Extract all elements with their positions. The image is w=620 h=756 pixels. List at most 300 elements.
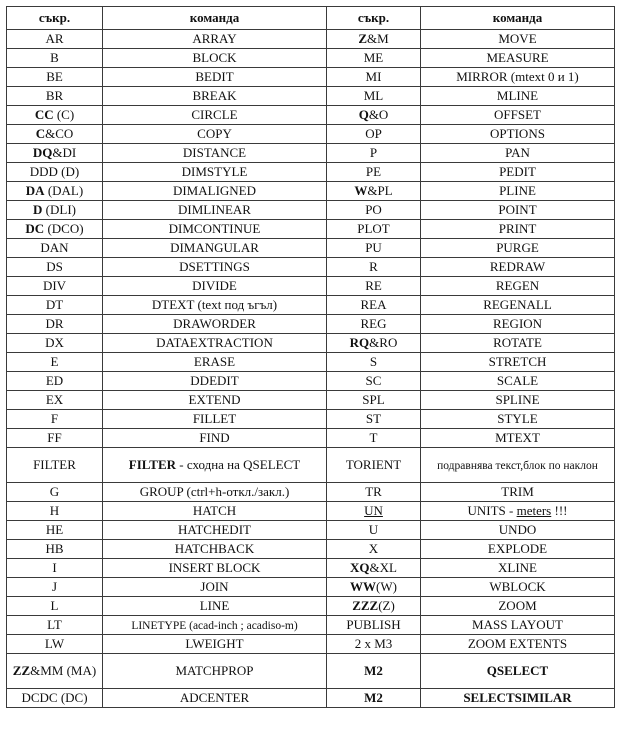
cell-text: (DLI) <box>42 202 76 217</box>
abbrev-left-cell <box>7 429 103 448</box>
abbrev-left-cell <box>7 635 103 654</box>
cell-text: WW <box>350 579 377 594</box>
command-right-cell <box>421 410 615 429</box>
command-left-cell <box>103 277 327 296</box>
cell-text: MTEXT <box>495 430 540 445</box>
cell-text: INSERT BLOCK <box>168 560 261 575</box>
cell-text: STRETCH <box>488 354 547 369</box>
command-right-cell <box>421 578 615 597</box>
table-row <box>7 144 615 163</box>
header-abbrev-right: съкр. <box>327 7 421 30</box>
command-left-cell <box>103 87 327 106</box>
cell-text: DIV <box>42 278 67 293</box>
cell-text: REDRAW <box>489 259 546 274</box>
cell-text: MOVE <box>498 31 537 46</box>
cell-text: SC <box>365 373 382 388</box>
cell-text: RQ <box>349 335 370 350</box>
command-left-cell <box>103 448 327 483</box>
cell-text: ARRAY <box>192 31 237 46</box>
command-right-cell <box>421 391 615 410</box>
cell-text: !!! <box>551 503 568 518</box>
command-left-cell <box>103 315 327 334</box>
cell-text: DCDC (DC) <box>21 690 88 705</box>
command-right-cell <box>421 125 615 144</box>
cell-text: HATCHEDIT <box>178 522 251 537</box>
cell-text: ERASE <box>193 354 236 369</box>
abbrev-right-cell <box>327 578 421 597</box>
cell-text: REG <box>360 316 387 331</box>
command-left-cell <box>103 372 327 391</box>
table-row <box>7 353 615 372</box>
cell-text: J <box>51 579 58 594</box>
abbrev-right-cell <box>327 125 421 144</box>
abbrev-right-cell <box>327 521 421 540</box>
cell-text: ZZ <box>12 663 31 678</box>
command-right-cell <box>421 483 615 502</box>
cell-text: DIMALIGNED <box>172 183 257 198</box>
cell-text: CC <box>34 107 54 122</box>
command-right-cell <box>421 106 615 125</box>
cell-text: PEDIT <box>499 164 536 179</box>
cell-text: HE <box>45 522 64 537</box>
abbrev-right-cell <box>327 239 421 258</box>
cell-text: HATCHBACK <box>174 541 255 556</box>
command-table <box>6 6 615 708</box>
command-right-cell <box>421 220 615 239</box>
cell-text: DISTANCE <box>182 145 247 160</box>
cell-text: DIVIDE <box>192 278 237 293</box>
abbrev-right-cell <box>327 49 421 68</box>
abbrev-right-cell <box>327 654 421 689</box>
abbrev-right-cell <box>327 689 421 708</box>
cell-text: DIMCONTINUE <box>168 221 261 236</box>
cell-text: LWEIGHT <box>185 636 244 651</box>
table-row <box>7 616 615 635</box>
abbrev-right-cell <box>327 315 421 334</box>
cell-text: LINE <box>199 598 230 613</box>
cell-text: DT <box>45 297 64 312</box>
cell-text: RE <box>365 278 382 293</box>
abbrev-left-cell <box>7 483 103 502</box>
abbrev-right-cell <box>327 616 421 635</box>
abbrev-right-cell <box>327 68 421 87</box>
cell-text: FILLET <box>192 411 237 426</box>
command-right-cell <box>421 30 615 49</box>
command-right-cell <box>421 654 615 689</box>
abbrev-left-cell <box>7 559 103 578</box>
abbrev-left-cell <box>7 597 103 616</box>
cell-text: LINETYPE (acad-inch ; acadiso-m) <box>131 619 298 632</box>
abbrev-right-cell <box>327 483 421 502</box>
cell-text: DX <box>45 335 64 350</box>
abbrev-left-cell <box>7 616 103 635</box>
abbrev-right-cell <box>327 163 421 182</box>
cell-text: DAN <box>40 240 69 255</box>
cell-text: PE <box>365 164 382 179</box>
abbrev-left-cell <box>7 689 103 708</box>
cell-text: (C) <box>53 107 75 122</box>
cell-text: SPL <box>362 392 385 407</box>
command-left-cell <box>103 654 327 689</box>
abbrev-left-cell <box>7 144 103 163</box>
cell-text: DR <box>45 316 64 331</box>
cell-text: L <box>50 598 59 613</box>
cell-text: UNDO <box>498 522 537 537</box>
cell-text: SELECTSIMILAR <box>463 690 572 705</box>
command-right-cell <box>421 315 615 334</box>
command-right-cell <box>421 258 615 277</box>
command-right-cell <box>421 87 615 106</box>
cell-text: M2 <box>364 663 383 678</box>
table-row <box>7 30 615 49</box>
cell-text: ROTATE <box>493 335 542 350</box>
cell-text: AR <box>45 31 64 46</box>
abbrev-right-cell <box>327 277 421 296</box>
command-right-cell <box>421 182 615 201</box>
command-left-cell <box>103 68 327 87</box>
cell-text: DIMSTYLE <box>181 164 248 179</box>
command-left-cell <box>103 163 327 182</box>
cell-text: GROUP (ctrl+h-откл./закл.) <box>139 484 290 499</box>
cell-text: PRINT <box>498 221 537 236</box>
command-right-cell <box>421 448 615 483</box>
cell-text: F <box>50 411 59 426</box>
command-right-cell <box>421 540 615 559</box>
abbrev-right-cell <box>327 87 421 106</box>
table-row <box>7 258 615 277</box>
abbrev-right-cell <box>327 448 421 483</box>
cell-text: BEDIT <box>195 69 234 84</box>
command-left-cell <box>103 258 327 277</box>
cell-text: FF <box>47 430 62 445</box>
table-row <box>7 578 615 597</box>
cell-text: (DAL) <box>44 183 84 198</box>
abbrev-right-cell <box>327 502 421 521</box>
command-left-cell <box>103 182 327 201</box>
abbrev-left-cell <box>7 87 103 106</box>
abbrev-left-cell <box>7 296 103 315</box>
cell-text: B <box>50 50 59 65</box>
table-row <box>7 49 615 68</box>
cell-text: ADCENTER <box>179 690 250 705</box>
abbrev-left-cell <box>7 654 103 689</box>
cell-text: JOIN <box>200 579 229 594</box>
cell-text: FILTER <box>33 457 76 472</box>
cell-text: (W) <box>376 579 397 594</box>
cell-text: TORIENT <box>345 457 402 472</box>
abbrev-right-cell <box>327 144 421 163</box>
cell-text: BE <box>46 69 63 84</box>
cell-text: DIMANGULAR <box>170 240 259 255</box>
command-left-cell <box>103 144 327 163</box>
abbrev-right-cell <box>327 258 421 277</box>
abbrev-right-cell <box>327 372 421 391</box>
cell-text: &CO <box>45 126 74 141</box>
cell-text: W <box>354 183 368 198</box>
cell-text: FIND <box>199 430 230 445</box>
command-left-cell <box>103 296 327 315</box>
cell-text: BR <box>45 88 64 103</box>
cell-text: &RO <box>369 335 398 350</box>
command-left-cell <box>103 353 327 372</box>
cell-text: (Z) <box>378 598 395 613</box>
cell-text: &O <box>368 107 389 122</box>
cell-text: Q <box>358 107 369 122</box>
abbrev-right-cell <box>327 597 421 616</box>
command-left-cell <box>103 391 327 410</box>
cell-text: X <box>368 541 379 556</box>
abbrev-left-cell <box>7 182 103 201</box>
command-right-cell <box>421 49 615 68</box>
cell-text: MI <box>365 69 382 84</box>
cell-text: PU <box>365 240 382 255</box>
cell-text: meters <box>516 503 552 518</box>
cell-text: DIMLINEAR <box>178 202 251 217</box>
cell-text: H <box>49 503 60 518</box>
cell-text: S <box>369 354 378 369</box>
abbrev-left-cell <box>7 258 103 277</box>
cell-text: - сходна на QSELECT <box>176 457 301 472</box>
command-right-cell <box>421 372 615 391</box>
abbrev-left-cell <box>7 163 103 182</box>
cell-text: MIRROR (mtext 0 и 1) <box>456 69 579 84</box>
command-right-cell <box>421 296 615 315</box>
cell-text: ME <box>363 50 384 65</box>
command-right-cell <box>421 239 615 258</box>
abbrev-right-cell <box>327 30 421 49</box>
abbrev-right-cell <box>327 106 421 125</box>
cell-text: ML <box>363 88 384 103</box>
cell-text: EXTEND <box>188 392 241 407</box>
cell-text: REGENALL <box>483 297 552 312</box>
table-row <box>7 220 615 239</box>
cell-text: HATCH <box>192 503 237 518</box>
cell-text: DRAWORDER <box>173 316 256 331</box>
table-row <box>7 106 615 125</box>
cell-text: DTEXT (text под ъгъл) <box>151 297 278 312</box>
cell-text: REA <box>360 297 387 312</box>
table-row <box>7 635 615 654</box>
command-left-cell <box>103 239 327 258</box>
command-left-cell <box>103 597 327 616</box>
header-command-right: команда <box>421 7 615 30</box>
table-row <box>7 125 615 144</box>
cell-text: TRIM <box>501 484 534 499</box>
abbrev-left-cell <box>7 334 103 353</box>
cell-text: D <box>33 202 43 217</box>
abbrev-left-cell <box>7 353 103 372</box>
cell-text: T <box>369 430 378 445</box>
table-row <box>7 521 615 540</box>
header-abbrev-left: съкр. <box>7 7 103 30</box>
command-left-cell <box>103 635 327 654</box>
abbrev-left-cell <box>7 410 103 429</box>
command-right-cell <box>421 277 615 296</box>
cell-text: PUBLISH <box>346 617 401 632</box>
abbrev-right-cell <box>327 182 421 201</box>
table-body <box>7 30 615 708</box>
cell-text: PO <box>365 202 382 217</box>
table-row <box>7 372 615 391</box>
command-left-cell <box>103 201 327 220</box>
cell-text: 2 x M3 <box>354 636 393 651</box>
command-left-cell <box>103 125 327 144</box>
cell-text: REGION <box>492 316 543 331</box>
table-row <box>7 502 615 521</box>
cell-text: PLINE <box>499 183 536 198</box>
abbrev-right-cell <box>327 296 421 315</box>
cell-text: C <box>35 126 46 141</box>
cell-text: OFFSET <box>494 107 541 122</box>
cell-text: MATCHPROP <box>175 663 254 678</box>
table-row <box>7 689 615 708</box>
abbrev-right-cell <box>327 353 421 372</box>
cell-text: XQ <box>350 560 370 575</box>
cell-text: G <box>49 484 60 499</box>
cell-text: UNITS - <box>467 503 517 518</box>
cell-text: ZOOM <box>498 598 537 613</box>
cell-text: DSETTINGS <box>179 259 250 274</box>
abbrev-left-cell <box>7 30 103 49</box>
cell-text: PURGE <box>496 240 539 255</box>
abbrev-left-cell <box>7 201 103 220</box>
cell-text: DDD (D) <box>29 164 80 179</box>
abbrev-left-cell <box>7 391 103 410</box>
command-right-cell <box>421 201 615 220</box>
cell-text: BLOCK <box>192 50 237 65</box>
cell-text: REGEN <box>495 278 540 293</box>
command-left-cell <box>103 49 327 68</box>
table-row <box>7 654 615 689</box>
table-row <box>7 559 615 578</box>
cell-text: QSELECT <box>486 663 549 678</box>
abbrev-right-cell <box>327 220 421 239</box>
cell-text: M2 <box>364 690 383 705</box>
table-row <box>7 296 615 315</box>
cell-text: DQ <box>32 145 53 160</box>
cell-text: &M <box>367 31 389 46</box>
cell-text: SCALE <box>496 373 539 388</box>
command-right-cell <box>421 521 615 540</box>
cell-text: DA <box>25 183 45 198</box>
abbrev-left-cell <box>7 372 103 391</box>
cell-text: XLINE <box>498 560 537 575</box>
command-left-cell <box>103 483 327 502</box>
abbrev-right-cell <box>327 635 421 654</box>
table-row <box>7 182 615 201</box>
cell-text: &MM (MA) <box>30 663 97 678</box>
table-row <box>7 597 615 616</box>
cell-text: DC <box>25 221 45 236</box>
cell-text: ZZZ <box>352 598 379 613</box>
cell-text: DDEDIT <box>190 373 239 388</box>
cell-text: (DCO) <box>44 221 84 236</box>
command-left-cell <box>103 689 327 708</box>
cell-text: PLOT <box>357 221 390 236</box>
cell-text: ZOOM EXTENTS <box>467 636 568 651</box>
command-left-cell <box>103 429 327 448</box>
abbrev-left-cell <box>7 49 103 68</box>
abbrev-right-cell <box>327 410 421 429</box>
command-right-cell <box>421 68 615 87</box>
abbrev-right-cell <box>327 334 421 353</box>
abbrev-left-cell <box>7 68 103 87</box>
cell-text: STYLE <box>497 411 538 426</box>
cell-text: WBLOCK <box>489 579 546 594</box>
cell-text: ST <box>365 411 382 426</box>
command-left-cell <box>103 559 327 578</box>
command-right-cell <box>421 597 615 616</box>
command-left-cell <box>103 616 327 635</box>
table-row <box>7 68 615 87</box>
table-row <box>7 239 615 258</box>
cell-text: Z <box>358 31 367 46</box>
cell-text: R <box>369 259 378 274</box>
abbrev-left-cell <box>7 578 103 597</box>
command-right-cell <box>421 334 615 353</box>
cell-text: TR <box>365 484 382 499</box>
abbrev-left-cell <box>7 502 103 521</box>
cell-text: P <box>369 145 378 160</box>
cell-text: CIRCLE <box>191 107 238 122</box>
table-row <box>7 201 615 220</box>
cell-text: COPY <box>197 126 232 141</box>
table-row <box>7 540 615 559</box>
header-command-left: команда <box>103 7 327 30</box>
cell-text: подравнява текст,блок по наклон <box>437 459 598 472</box>
cell-text: FILTER <box>128 457 177 472</box>
command-left-cell <box>103 521 327 540</box>
cell-text: EXPLODE <box>487 541 548 556</box>
command-right-cell <box>421 502 615 521</box>
cell-text: PAN <box>505 145 530 160</box>
command-left-cell <box>103 410 327 429</box>
cell-text: LT <box>47 617 62 632</box>
table-row <box>7 483 615 502</box>
command-right-cell <box>421 559 615 578</box>
command-left-cell <box>103 220 327 239</box>
table-row <box>7 448 615 483</box>
table-row <box>7 410 615 429</box>
table-row <box>7 163 615 182</box>
cell-text: UN <box>364 503 383 518</box>
table-row <box>7 87 615 106</box>
cell-text: &DI <box>52 145 77 160</box>
cell-text: EX <box>45 392 64 407</box>
abbrev-right-cell <box>327 429 421 448</box>
table-row <box>7 391 615 410</box>
cell-text: U <box>368 522 379 537</box>
abbrev-left-cell <box>7 220 103 239</box>
command-left-cell <box>103 540 327 559</box>
command-left-cell <box>103 106 327 125</box>
command-left-cell <box>103 334 327 353</box>
cell-text: MEASURE <box>486 50 549 65</box>
cell-text: E <box>50 354 59 369</box>
abbrev-right-cell <box>327 391 421 410</box>
abbrev-left-cell <box>7 315 103 334</box>
cell-text: DS <box>46 259 63 274</box>
command-right-cell <box>421 429 615 448</box>
cell-text: I <box>52 560 57 575</box>
cell-text: DATAEXTRACTION <box>156 335 273 350</box>
abbrev-left-cell <box>7 448 103 483</box>
cell-text: SPLINE <box>495 392 540 407</box>
cell-text: &PL <box>367 183 393 198</box>
cell-text: HB <box>45 541 64 556</box>
cell-text: MLINE <box>496 88 539 103</box>
abbrev-left-cell <box>7 277 103 296</box>
